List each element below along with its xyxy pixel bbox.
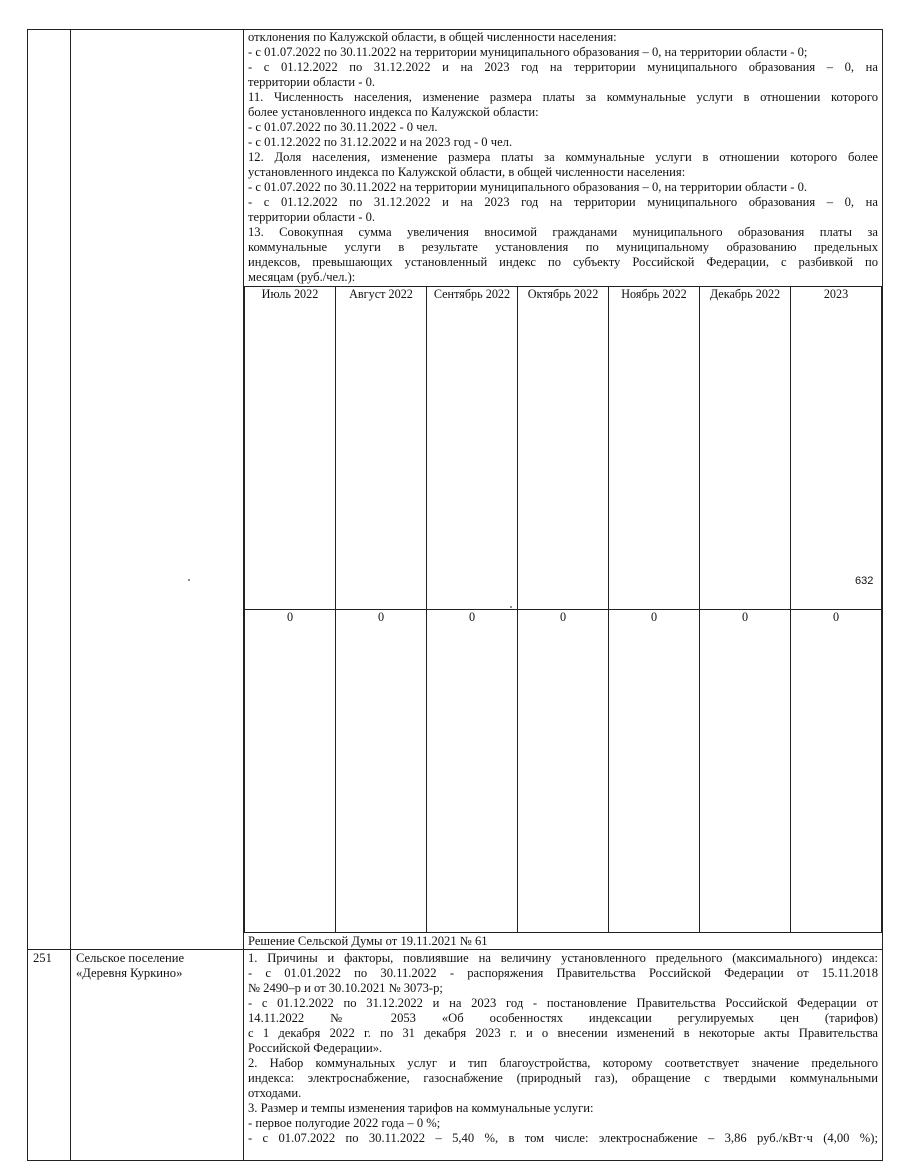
details-cell xyxy=(244,30,883,950)
details-cell xyxy=(244,950,883,1161)
text-line: 1. Причины и факторы, повлиявшие на величину установленного предельного (максимального) индекса: xyxy=(248,951,878,965)
text-line: - с 01.07.2022 по 30.11.2022 на территории муниципального образования – 0, на территории области - 0. xyxy=(248,180,808,194)
text-line: - с 01.01.2022 по 30.11.2022 - распоряжения Правительства Российской Федерации от 15.11.2018 xyxy=(248,966,878,980)
month-header: Июль 2022 xyxy=(245,287,336,610)
month-header: Октябрь 2022 xyxy=(518,287,609,610)
text-line: № 2490–р и от 30.10.2021 № 3073-р; xyxy=(248,981,443,995)
text-line: - с 01.07.2022 по 30.11.2022 на территории муниципального образования – 0, на территории области - 0; xyxy=(248,45,808,59)
month-value: 0 xyxy=(518,610,609,933)
text-line: территории области - 0. xyxy=(248,210,376,224)
month-value: 0 xyxy=(427,610,518,933)
months-header-row xyxy=(245,287,882,610)
month-value: 0 xyxy=(791,610,882,933)
text-line: - с 01.07.2022 по 30.11.2022 - 0 чел. xyxy=(248,120,438,134)
scan-speck xyxy=(510,606,512,608)
municipality-cell xyxy=(71,950,244,1161)
scan-speck xyxy=(188,579,190,581)
text-line: коммунальные услуги в результате установления по муниципальному образованию предельных xyxy=(248,240,878,254)
text-line: - с 01.12.2022 по 31.12.2022 и на 2023 год - постановление Правительства Российской Федерации от xyxy=(248,996,878,1010)
table-row xyxy=(28,950,883,1161)
month-header: Ноябрь 2022 xyxy=(609,287,700,610)
row-number-cell-empty xyxy=(28,30,71,950)
month-value: 0 xyxy=(245,610,336,933)
municipality-name-line1: Сельское поселение xyxy=(76,951,185,965)
text-line: территории области - 0. xyxy=(248,75,376,89)
text-line: отходами. xyxy=(248,1086,302,1100)
text-line: 12. Доля населения, изменение размера платы за коммунальные услуги в отношении которого более xyxy=(248,150,878,164)
text-line: Российской Федерации». xyxy=(248,1041,383,1055)
text-line: 2. Набор коммунальных услуг и тип благоустройства, которому соответствует значение предельного xyxy=(248,1056,878,1070)
municipality-cell-empty xyxy=(71,30,244,950)
table-row xyxy=(28,30,883,950)
text-line: 11. Численность населения, изменение размера платы за коммунальные услуги в отношении которого xyxy=(248,90,878,104)
month-value: 0 xyxy=(609,610,700,933)
text-line: - с 01.12.2022 по 31.12.2022 и на 2023 год на территории муниципального образования – 0, на xyxy=(248,195,878,209)
text-line: 3. Размер и темпы изменения тарифов на коммунальные услуги: xyxy=(248,1101,594,1115)
text-line: индекса: электроснабжение, газоснабжение (природный газ), обращение с твердыми коммунальными xyxy=(248,1071,878,1085)
text-line: индексов, превышающих установленный индекс по субъекту Российской Федерации, с разбивкой по xyxy=(248,255,878,269)
month-value: 0 xyxy=(336,610,427,933)
text-line: 13. Совокупная сумма увеличения вносимой гражданами муниципального образования платы за xyxy=(248,225,878,239)
text-line: с 1 декабря 2022 г. по 31 декабря 2023 г. и о внесении изменений в некоторые акты Правительства xyxy=(248,1026,878,1040)
row-number-cell xyxy=(28,950,71,1161)
row-number: 251 xyxy=(33,951,52,965)
text-line: месяцам (руб./чел.): xyxy=(248,270,356,284)
month-header: Декабрь 2022 xyxy=(700,287,791,610)
month-header: Сентябрь 2022 xyxy=(427,287,518,610)
page-number: 632 xyxy=(855,575,874,587)
municipalities-table xyxy=(27,29,883,1161)
text-line: 14.11.2022 № 2053 «Об особенностях индексации регулируемых цен (тарифов) xyxy=(248,1011,878,1025)
text-line: - с 01.12.2022 по 31.12.2022 и на 2023 год - 0 чел. xyxy=(248,135,513,149)
decision-reference: Решение Сельской Думы от 19.11.2021 № 61 xyxy=(248,934,488,948)
month-header: Август 2022 xyxy=(336,287,427,610)
text-line: - первое полугодие 2022 года – 0 %; xyxy=(248,1116,441,1130)
monthly-sum-table xyxy=(244,286,882,933)
month-header: 2023 xyxy=(791,287,882,610)
text-line: более установленного индекса по Калужской области: xyxy=(248,105,539,119)
text-line: - с 01.07.2022 по 30.11.2022 – 5,40 %, в том числе: электроснабжение – 3,86 руб./кВт·ч (4,00 %); xyxy=(248,1131,878,1145)
month-value: 0 xyxy=(700,610,791,933)
text-line: установленного индекса по Калужской области, в общей численности населения: xyxy=(248,165,686,179)
municipality-name-line2: «Деревня Куркино» xyxy=(76,966,183,980)
text-line: отклонения по Калужской области, в общей численности населения: xyxy=(248,30,617,44)
months-values-row xyxy=(245,610,882,933)
text-line: - с 01.12.2022 по 31.12.2022 и на 2023 год на территории муниципального образования – 0, на xyxy=(248,60,878,74)
